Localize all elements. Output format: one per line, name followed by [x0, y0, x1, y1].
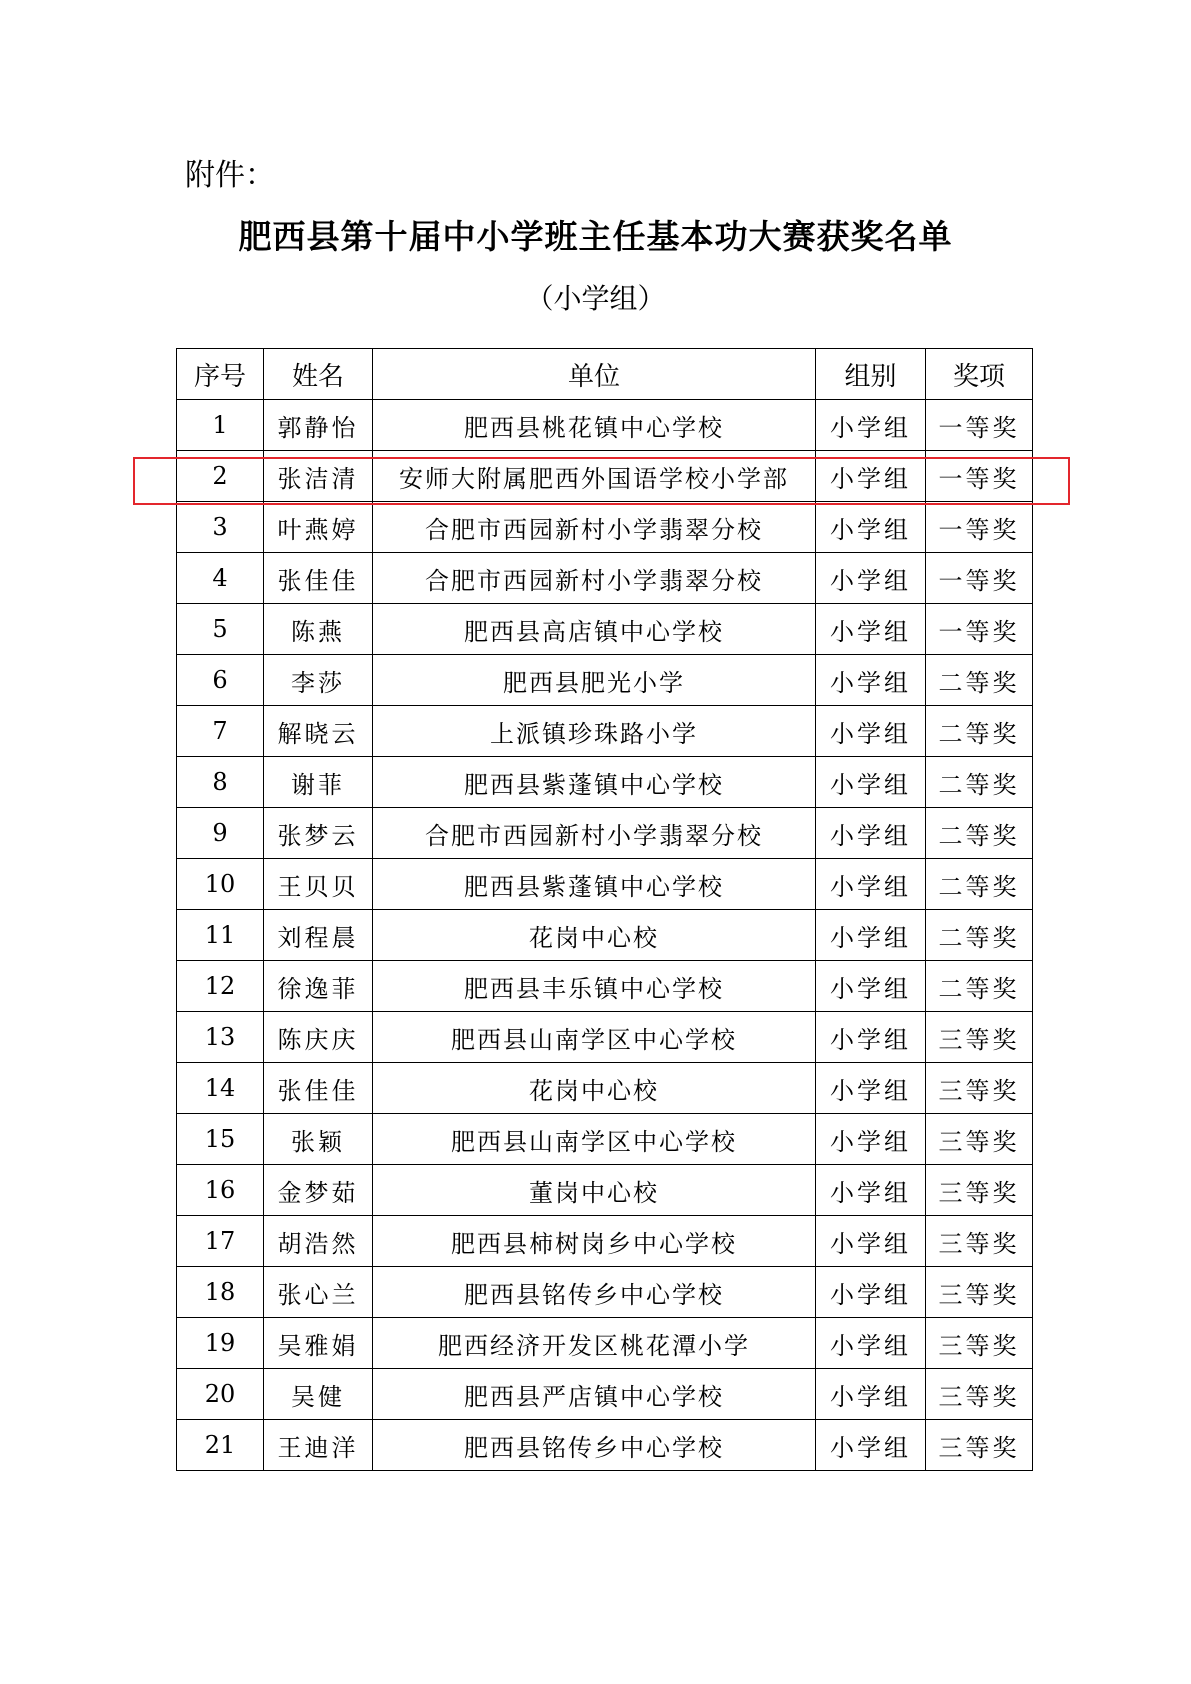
cell-group: 小学组 — [816, 1114, 926, 1165]
cell-unit: 肥西县严店镇中心学校 — [373, 1369, 816, 1420]
document-subtitle: （小学组） — [525, 282, 666, 315]
cell-group: 小学组 — [816, 1420, 926, 1471]
cell-group: 小学组 — [816, 910, 926, 961]
cell-name: 解晓云 — [264, 706, 373, 757]
table-row — [177, 1165, 1033, 1216]
header-unit: 单位 — [373, 349, 816, 400]
cell-unit: 花岗中心校 — [373, 910, 816, 961]
table-row — [177, 808, 1033, 859]
cell-unit: 肥西县铭传乡中心学校 — [373, 1420, 816, 1471]
cell-unit: 安师大附属肥西外国语学校小学部 — [373, 451, 816, 502]
cell-name: 叶燕婷 — [264, 502, 373, 553]
table-row — [177, 1318, 1033, 1369]
cell-unit: 肥西县山南学区中心学校 — [373, 1114, 816, 1165]
cell-award: 二等奖 — [926, 757, 1033, 808]
cell-group: 小学组 — [816, 1267, 926, 1318]
attachment-label: 附件： — [185, 158, 275, 193]
header-group: 组别 — [816, 349, 926, 400]
cell-award: 三等奖 — [926, 1216, 1033, 1267]
cell-group: 小学组 — [816, 655, 926, 706]
cell-group: 小学组 — [816, 1012, 926, 1063]
table-row — [177, 1420, 1033, 1471]
table-row — [177, 553, 1033, 604]
cell-name: 王贝贝 — [264, 859, 373, 910]
cell-group: 小学组 — [816, 1063, 926, 1114]
header-name: 姓名 — [264, 349, 373, 400]
cell-name: 张洁清 — [264, 451, 373, 502]
cell-group: 小学组 — [816, 451, 926, 502]
cell-index: 1 — [177, 400, 264, 451]
cell-award: 三等奖 — [926, 1063, 1033, 1114]
cell-group: 小学组 — [816, 1216, 926, 1267]
cell-group: 小学组 — [816, 502, 926, 553]
cell-name: 陈庆庆 — [264, 1012, 373, 1063]
table-row — [177, 910, 1033, 961]
cell-group: 小学组 — [816, 604, 926, 655]
cell-unit: 肥西县高店镇中心学校 — [373, 604, 816, 655]
cell-index: 10 — [177, 859, 264, 910]
cell-name: 王迪洋 — [264, 1420, 373, 1471]
cell-unit: 上派镇珍珠路小学 — [373, 706, 816, 757]
cell-unit: 肥西县铭传乡中心学校 — [373, 1267, 816, 1318]
cell-index: 14 — [177, 1063, 264, 1114]
table-row — [177, 400, 1033, 451]
cell-award: 一等奖 — [926, 400, 1033, 451]
cell-group: 小学组 — [816, 400, 926, 451]
cell-name: 胡浩然 — [264, 1216, 373, 1267]
table-row — [177, 1063, 1033, 1114]
cell-group: 小学组 — [816, 1369, 926, 1420]
cell-index: 6 — [177, 655, 264, 706]
cell-index: 21 — [177, 1420, 264, 1471]
cell-index: 12 — [177, 961, 264, 1012]
table-row — [177, 859, 1033, 910]
cell-name: 张心兰 — [264, 1267, 373, 1318]
cell-unit: 肥西经济开发区桃花潭小学 — [373, 1318, 816, 1369]
cell-unit: 董岗中心校 — [373, 1165, 816, 1216]
cell-unit: 肥西县紫蓬镇中心学校 — [373, 859, 816, 910]
table-row — [177, 706, 1033, 757]
cell-name: 谢菲 — [264, 757, 373, 808]
cell-award: 三等奖 — [926, 1114, 1033, 1165]
table-row — [177, 1369, 1033, 1420]
header-index: 序号 — [177, 349, 264, 400]
cell-name: 张梦云 — [264, 808, 373, 859]
cell-unit: 肥西县丰乐镇中心学校 — [373, 961, 816, 1012]
cell-index: 8 — [177, 757, 264, 808]
cell-name: 陈燕 — [264, 604, 373, 655]
table-row — [177, 451, 1033, 502]
cell-unit: 合肥市西园新村小学翡翠分校 — [373, 808, 816, 859]
cell-award: 三等奖 — [926, 1012, 1033, 1063]
cell-index: 13 — [177, 1012, 264, 1063]
cell-award: 三等奖 — [926, 1165, 1033, 1216]
cell-index: 19 — [177, 1318, 264, 1369]
cell-index: 4 — [177, 553, 264, 604]
table-row — [177, 1012, 1033, 1063]
table-row — [177, 604, 1033, 655]
cell-index: 3 — [177, 502, 264, 553]
cell-unit: 肥西县肥光小学 — [373, 655, 816, 706]
table-row — [177, 1267, 1033, 1318]
cell-name: 郭静怡 — [264, 400, 373, 451]
cell-group: 小学组 — [816, 1165, 926, 1216]
cell-award: 三等奖 — [926, 1369, 1033, 1420]
table-row — [177, 961, 1033, 1012]
cell-unit: 肥西县山南学区中心学校 — [373, 1012, 816, 1063]
cell-award: 二等奖 — [926, 808, 1033, 859]
cell-name: 张佳佳 — [264, 1063, 373, 1114]
cell-award: 二等奖 — [926, 910, 1033, 961]
cell-index: 9 — [177, 808, 264, 859]
cell-name: 张颖 — [264, 1114, 373, 1165]
cell-unit: 合肥市西园新村小学翡翠分校 — [373, 553, 816, 604]
cell-award: 二等奖 — [926, 706, 1033, 757]
cell-group: 小学组 — [816, 757, 926, 808]
awards-table — [176, 348, 1033, 1471]
cell-award: 二等奖 — [926, 655, 1033, 706]
cell-unit: 肥西县柿树岗乡中心学校 — [373, 1216, 816, 1267]
cell-group: 小学组 — [816, 859, 926, 910]
cell-index: 18 — [177, 1267, 264, 1318]
cell-index: 2 — [177, 451, 264, 502]
cell-award: 三等奖 — [926, 1420, 1033, 1471]
table-header-row — [177, 349, 1033, 400]
cell-group: 小学组 — [816, 553, 926, 604]
cell-group: 小学组 — [816, 706, 926, 757]
cell-group: 小学组 — [816, 961, 926, 1012]
cell-index: 20 — [177, 1369, 264, 1420]
cell-name: 吴健 — [264, 1369, 373, 1420]
table-row — [177, 1216, 1033, 1267]
cell-award: 二等奖 — [926, 961, 1033, 1012]
table-row — [177, 757, 1033, 808]
cell-award: 一等奖 — [926, 553, 1033, 604]
cell-name: 李莎 — [264, 655, 373, 706]
cell-group: 小学组 — [816, 1318, 926, 1369]
cell-name: 金梦茹 — [264, 1165, 373, 1216]
cell-award: 三等奖 — [926, 1267, 1033, 1318]
header-award: 奖项 — [926, 349, 1033, 400]
cell-name: 刘程晨 — [264, 910, 373, 961]
cell-award: 一等奖 — [926, 604, 1033, 655]
cell-index: 16 — [177, 1165, 264, 1216]
cell-award: 二等奖 — [926, 859, 1033, 910]
cell-award: 三等奖 — [926, 1318, 1033, 1369]
cell-name: 吴雅娟 — [264, 1318, 373, 1369]
cell-index: 17 — [177, 1216, 264, 1267]
cell-name: 张佳佳 — [264, 553, 373, 604]
cell-unit: 肥西县桃花镇中心学校 — [373, 400, 816, 451]
cell-unit: 肥西县紫蓬镇中心学校 — [373, 757, 816, 808]
table-row — [177, 502, 1033, 553]
cell-name: 徐逸菲 — [264, 961, 373, 1012]
cell-index: 7 — [177, 706, 264, 757]
table-row — [177, 655, 1033, 706]
cell-award: 一等奖 — [926, 451, 1033, 502]
cell-index: 15 — [177, 1114, 264, 1165]
cell-index: 5 — [177, 604, 264, 655]
cell-unit: 花岗中心校 — [373, 1063, 816, 1114]
table-body — [177, 400, 1033, 1471]
table-row — [177, 1114, 1033, 1165]
cell-unit: 合肥市西园新村小学翡翠分校 — [373, 502, 816, 553]
cell-index: 11 — [177, 910, 264, 961]
cell-group: 小学组 — [816, 808, 926, 859]
cell-award: 一等奖 — [926, 502, 1033, 553]
document-title: 肥西县第十届中小学班主任基本功大赛获奖名单 — [238, 217, 953, 256]
